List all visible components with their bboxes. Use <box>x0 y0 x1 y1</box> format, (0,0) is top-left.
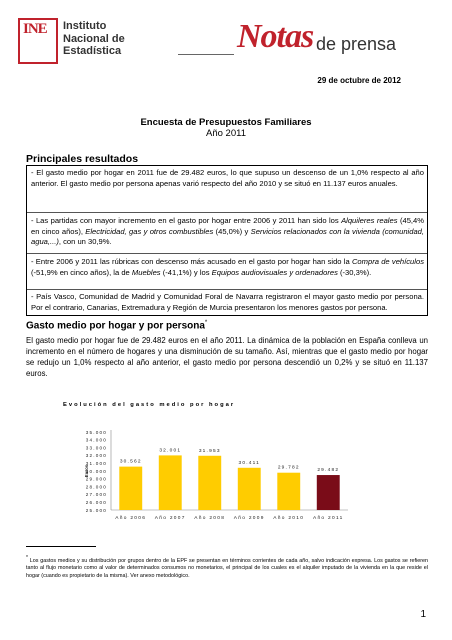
y-axis-label: Euros <box>84 464 89 478</box>
p2-italic-3: Servicios relacionados con la vivienda (comunidad, agua,...) <box>31 226 425 247</box>
x-tick-label: Año 2011 <box>312 516 344 521</box>
page-number: 1 <box>420 609 426 620</box>
bar <box>198 456 221 510</box>
bar-value-label: 29.482 <box>317 468 340 474</box>
x-tick-label: Año 2006 <box>115 516 147 521</box>
bar <box>119 467 142 510</box>
y-tick-label: 29.000 <box>85 476 107 482</box>
document-subtitle: Año 2011 <box>206 128 246 139</box>
bar <box>159 455 182 510</box>
result-paragraph-1: - El gasto medio por hogar en 2011 fue de 29.482 euros, lo que supuso un descenso de un 1,0% respecto al año anterior. El gasto medio por persona apenas varió respecto del año 2010 y se situó en 11.137 euros anuales. <box>31 168 424 188</box>
p3-italic-1: Compra de vehículos <box>351 257 424 266</box>
y-tick-label: 32.000 <box>85 453 107 459</box>
y-tick-label: 35.000 <box>85 429 107 435</box>
logo-text: INE <box>23 21 47 37</box>
y-tick-label: 25.000 <box>85 507 107 513</box>
p2-text: - Las partidas con mayor incremento en el gasto por hogar entre 2006 y 2011 han sido los <box>31 216 342 225</box>
p2-text-4: , con un 30,9%. <box>58 237 112 247</box>
release-date: 29 de octubre de 2012 <box>317 76 401 85</box>
p3-text-3: (-41,1%) y los <box>160 267 212 277</box>
section-footnote-mark: * <box>204 320 208 326</box>
bar-value-label: 32.001 <box>159 448 182 454</box>
section-paragraph: El gasto medio por hogar fue de 29.482 euros en el año 2011. La dinámica de la población en España conlleva un incremento en el número de hogares y una disminución de su tamaño. Así, mientras que el gasto medio por hogar se redujo un 1,0% respecto al año anterior, el gasto medio por persona descendió un 0,2% y se situó en 11.137 euros. <box>26 336 428 378</box>
bar-value-label: 31.953 <box>198 448 221 454</box>
y-tick-label: 26.000 <box>85 500 107 505</box>
p3-text-4: (-30,3%). <box>337 267 372 277</box>
results-heading: Principales resultados <box>26 153 139 165</box>
p2-italic-2: Electricidad, gas y otros combustibles <box>85 226 214 236</box>
section-heading-text: Gasto medio por hogar y por persona <box>26 320 205 332</box>
x-tick-label: Año 2009 <box>233 516 265 521</box>
bar <box>317 475 340 510</box>
y-tick-label: 30.000 <box>85 468 107 474</box>
institute-line-3: Estadística <box>63 45 122 57</box>
institute-line-2: Nacional de <box>63 32 125 45</box>
p3-text-2: (-51,9% en cinco años), la de <box>31 267 132 277</box>
institute-line-1: Instituto <box>63 20 107 32</box>
document-title: Encuesta de Presupuestos Familiares <box>140 117 312 128</box>
footnote-text: Los gastos medios y su distribución por grupos dentro de la EPF se presentan en términos corrientes de cada año, salvo indicación expresa. Los gastos se refieren tanto al flujo monetario como al valor de determinados consumos no monetarios, el principal de los cuales es el alquiler imputado de la vivienda en la que reside el hogar (cuando es propietario de la misma). Ver anexo metodológico. <box>26 557 428 579</box>
p3-italic-2: Muebles <box>131 267 161 277</box>
notas-wordmark: Notas <box>237 18 314 55</box>
chart-title: Evolución del gasto medio por hogar <box>63 402 236 408</box>
footnote-mark: * <box>26 555 28 561</box>
bar <box>277 473 300 510</box>
y-tick-label: 28.000 <box>85 484 107 490</box>
bar <box>238 468 261 510</box>
y-tick-label: 31.000 <box>85 461 107 466</box>
p3-italic-3: Equipos audiovisuales y ordenadores <box>211 267 338 277</box>
footnote <box>26 555 428 580</box>
de-prensa-label: de prensa <box>316 34 397 54</box>
y-tick-label: 33.000 <box>85 445 107 451</box>
p2-italic-1: Alquileres reales <box>341 216 398 225</box>
footnote-rule <box>26 546 96 547</box>
bar-value-label: 30.562 <box>119 459 142 465</box>
x-tick-label: Año 2007 <box>154 516 186 521</box>
bar-value-label: 30.411 <box>238 460 261 466</box>
p3-text: - Entre 2006 y 2011 las rúbricas con descenso más acusado en el gasto por hogar han sido la <box>31 257 352 266</box>
result-paragraph-4: - País Vasco, Comunidad de Madrid y Comunidad Foral de Navarra registraron el mayor gasto medio por persona. Por el contrario, Canarias, Extremadura y Región de Murcia presentaron los menores gastos por persona. <box>31 292 424 312</box>
p2-text-2: (45,4% en cinco años), <box>31 216 425 236</box>
x-tick-label: Año 2008 <box>194 516 226 521</box>
bar-value-label: 29.782 <box>277 465 300 471</box>
p2-text-3: (45,0%) y <box>213 226 251 236</box>
y-tick-label: 27.000 <box>85 492 107 498</box>
x-tick-label: Año 2010 <box>273 516 305 521</box>
y-tick-label: 34.000 <box>85 437 107 443</box>
